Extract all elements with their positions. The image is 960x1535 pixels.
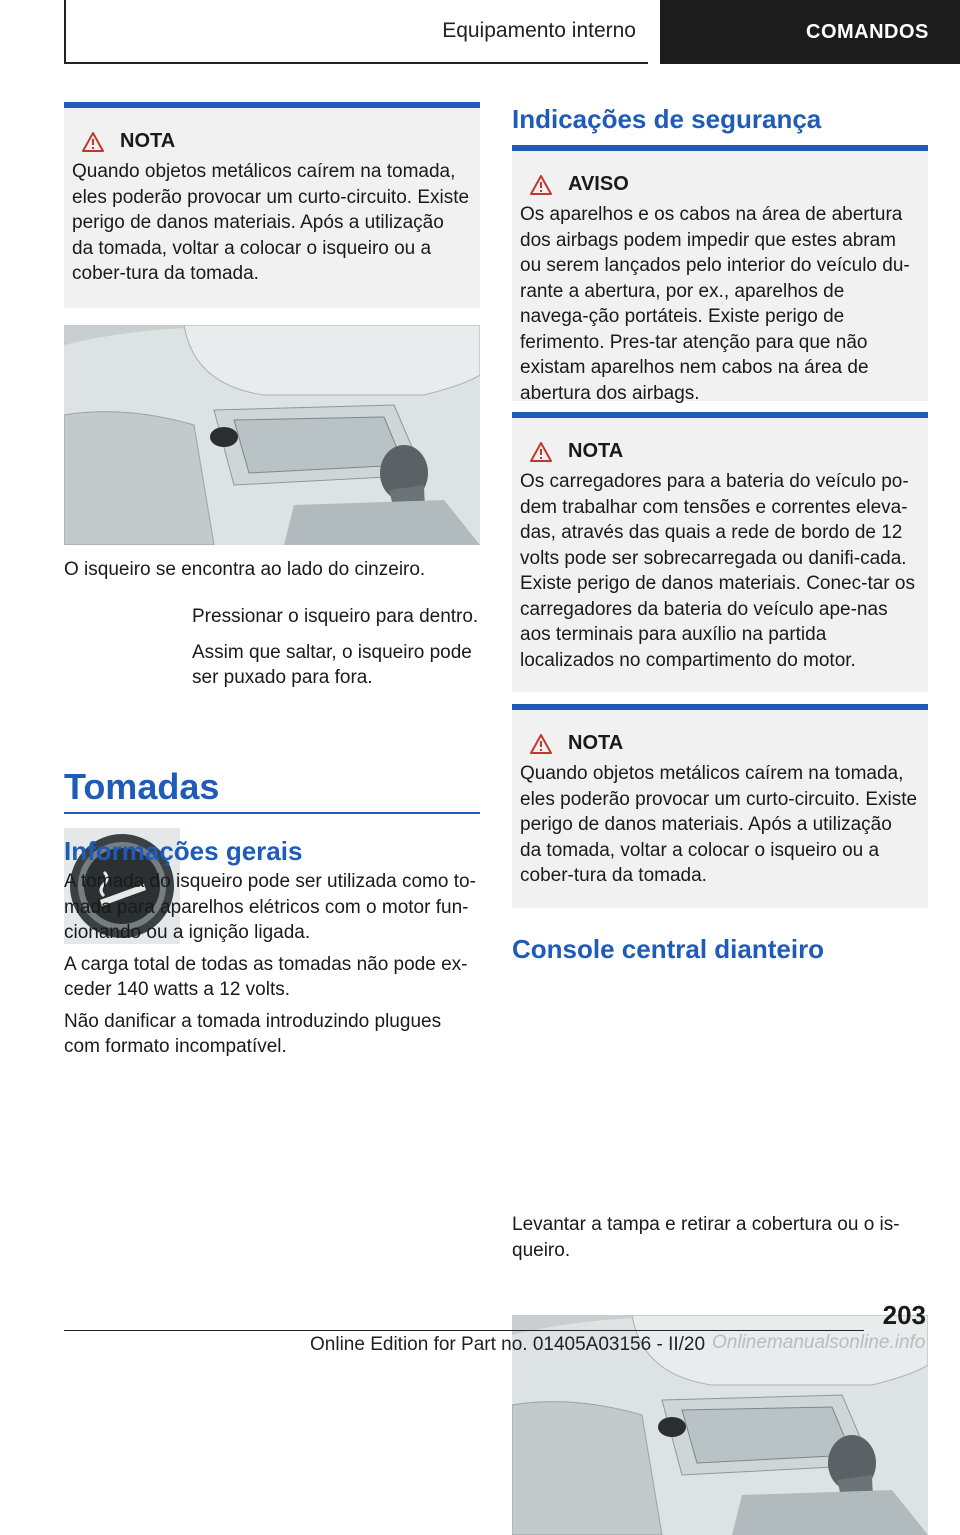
note-text: Quando objetos metálicos caírem na tomada, eles poderão provocar um curto-circuito. Existe perigo de danos materiais. Após a utilização da tomada, voltar a colocar o isqueiro ou a cober-tura da tomada. bbox=[520, 763, 918, 886]
subheading-front-console: Console central dianteiro bbox=[512, 934, 825, 964]
lighter-location-caption-block bbox=[64, 557, 480, 583]
warning-triangle-icon bbox=[530, 734, 552, 754]
note-header bbox=[530, 440, 918, 463]
note-header bbox=[530, 732, 918, 755]
general-info-block bbox=[64, 836, 480, 1060]
note-box-chargers bbox=[512, 412, 928, 692]
socket-caption-block bbox=[512, 1212, 928, 1263]
paragraph-usage: A tomada do isqueiro pode ser utilizada como to-mada para aparelhos elétricos com o motor fun-cionando ou a ignição ligada. bbox=[64, 871, 476, 943]
note-text: Os carregadores para a bateria do veículo po-dem trabalhar com tensões e correntes eleva-das, através das quais a rede de bordo de 12 volts pode ser sobrecarregada ou danifi-cada. Existe perigo de danos materiais. Conec-tar os carregadores da bateria do veículo ape-nas aos terminais para auxílio na partida localizados no compartimento do motor. bbox=[520, 471, 915, 671]
header-chapter-tab: COMANDOS bbox=[660, 0, 960, 64]
note-box-metal-objects bbox=[512, 704, 928, 908]
lighter-push-text: Pressionar o isqueiro para dentro. bbox=[192, 606, 479, 627]
warning-title: AVISO bbox=[568, 173, 629, 195]
section-heading-tomadas: Tomadas bbox=[64, 766, 220, 807]
note-title: NOTA bbox=[568, 732, 624, 754]
note-title: NOTA bbox=[568, 440, 624, 462]
watermark: Onlinemanualsonline.info bbox=[712, 1332, 926, 1353]
console-photo-lighter bbox=[64, 325, 480, 545]
footer-rule bbox=[64, 1330, 864, 1331]
note-header bbox=[82, 130, 470, 153]
note-text: Quando objetos metálicos caírem na tomada, eles poderão provocar um curto-circuito. Existe perigo de danos materiais. Após a utilização da tomada, voltar a colocar o isqueiro ou a cober-tura da tomada. bbox=[72, 161, 470, 284]
safety-heading-block bbox=[512, 104, 928, 135]
warning-text: Os aparelhos e os cabos na área de abertura dos airbags podem impedir que estes abram ou serem lançados pelo interior do veículo du-rante a abertura, por ex., aparelhos de navega-ção portáteis. Existe perigo de ferimento. Pres-tar atenção para que não existam aparelhos nem cabos na área de abertura dos airbags. bbox=[520, 204, 910, 404]
warning-box bbox=[512, 145, 928, 404]
lighter-location-caption: O isqueiro se encontra ao lado do cinzeiro. bbox=[64, 559, 426, 580]
header-section-title: Equipamento interno bbox=[66, 0, 648, 64]
front-console-heading-block bbox=[512, 934, 928, 965]
page-number: 203 bbox=[882, 1300, 926, 1330]
lighter-instructions bbox=[192, 604, 482, 691]
paragraph-load: A carga total de todas as tomadas não pode ex-ceder 140 watts a 12 volts. bbox=[64, 953, 468, 1000]
warning-header bbox=[530, 173, 918, 196]
warning-triangle-icon bbox=[530, 175, 552, 195]
section-heading-safety: Indicações de segurança bbox=[512, 104, 822, 134]
left-note-box bbox=[64, 102, 480, 308]
socket-caption: Levantar a tampa e retirar a cobertura ou o is-queiro. bbox=[512, 1214, 900, 1261]
tomadas-heading-block bbox=[64, 766, 480, 814]
note-title: NOTA bbox=[120, 130, 176, 152]
warning-triangle-icon bbox=[530, 442, 552, 462]
heading-rule bbox=[64, 812, 480, 814]
warning-triangle-icon bbox=[82, 132, 104, 152]
paragraph-damage: Não danificar a tomada introduzindo plugues com formato incompatível. bbox=[64, 1010, 442, 1057]
subheading-general-info: Informações gerais bbox=[64, 836, 303, 866]
lighter-pull-text: Assim que saltar, o isqueiro pode ser puxado para fora. bbox=[192, 641, 472, 688]
footer-edition: Online Edition for Part no. 01405A03156 - II/20 bbox=[310, 1334, 706, 1355]
